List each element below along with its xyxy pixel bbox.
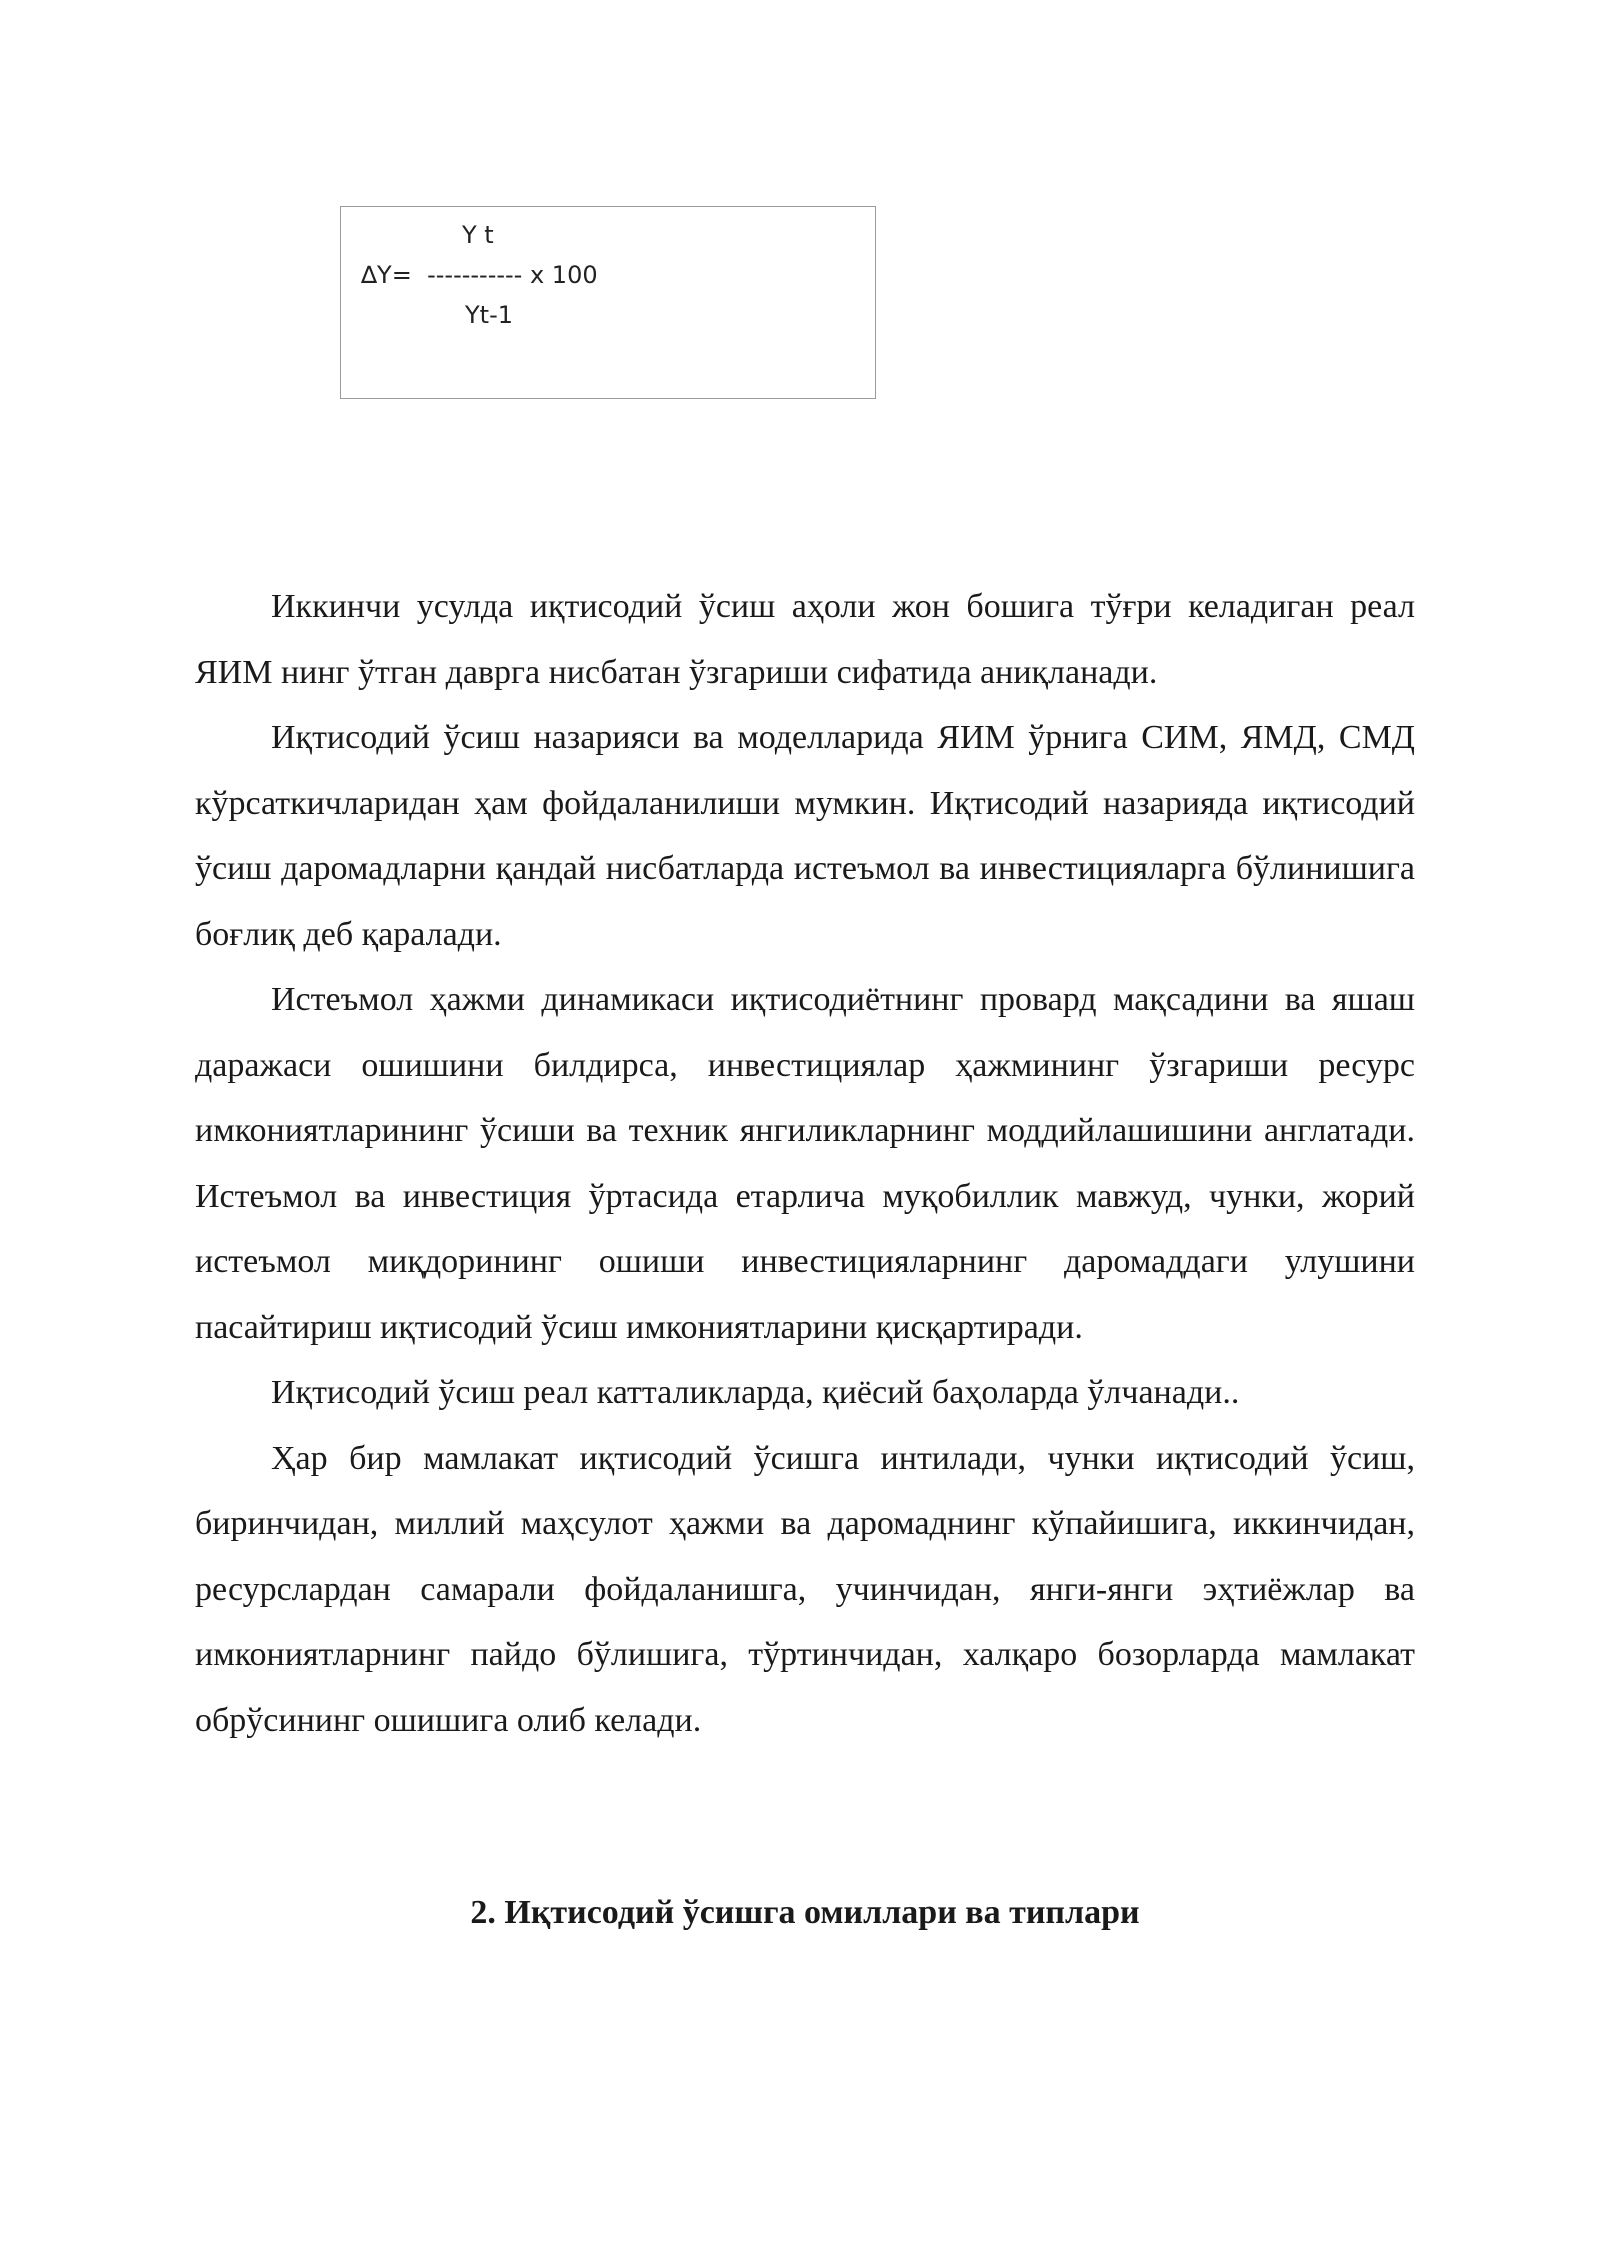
formula-box xyxy=(340,206,876,399)
paragraph: Ҳар бир мамлакат иқтисодий ўсишга интилади, чунки иқтисодий ўсиш, биринчидан, миллий маҳсулот ҳажми ва даромаднинг кўпайишига, иккинчидан, ресурслардан самарали фойдаланишга, учинчидан, янги-янги эҳтиёжлар ва имкониятларнинг пайдо бўлишига, тўртинчидан, халқаро бозорларда мамлакат обрўсининг ошишига олиб келади. xyxy=(195,1439,1415,1739)
paragraph: Иқтисодий ўсиш реал катталикларда, қиёсий баҳоларда ўлчанади.. xyxy=(271,1374,1240,1411)
section-heading: 2. Иқтисодий ўсишга омиллари ва типлари xyxy=(470,1894,1140,1931)
paragraph: Иқтисодий ўсиш назарияси ва моделларида ЯИМ ўрнига СИМ, ЯМД, СМД кўрсаткичларидан ҳам фойдаланилиши мумкин. Иқтисодий назарияда иқтисодий ўсиш даромадларни қандай нисбатларда истеъмол ва инвестицияларга бўлинишига боғлиқ деб қаралади. xyxy=(195,719,1415,953)
paragraph: Иккинчи усулда иқтисодий ўсиш аҳоли жон бошига тўғри келадиган реал ЯИМ нинг ўтган даврга нисбатан ўзгариши сифатида аниқланади. xyxy=(195,588,1415,691)
formula-denominator: Yt-1 xyxy=(465,301,513,329)
body-text xyxy=(195,574,1415,1753)
formula-numerator: Y t xyxy=(462,221,494,249)
paragraph: Истеъмол ҳажми динамикаси иқтисодиётнинг провард мақсадини ва яшаш даражаси ошишини билдирса, инвестициялар ҳажмининг ўзгариши ресурс имкониятларининг ўсиши ва техник янгиликларнинг моддийлашишини англатади. Истеъмол ва инвестиция ўртасида етарлича муқобиллик мавжуд, чунки, жорий истеъмол миқдорининг ошиши инвестицияларнинг даромаддаги улушини пасайтириш иқтисодий ўсиш имкониятларини қисқартиради. xyxy=(195,981,1415,1346)
formula-equation: ∆Y= ----------- x 100 xyxy=(361,261,598,289)
